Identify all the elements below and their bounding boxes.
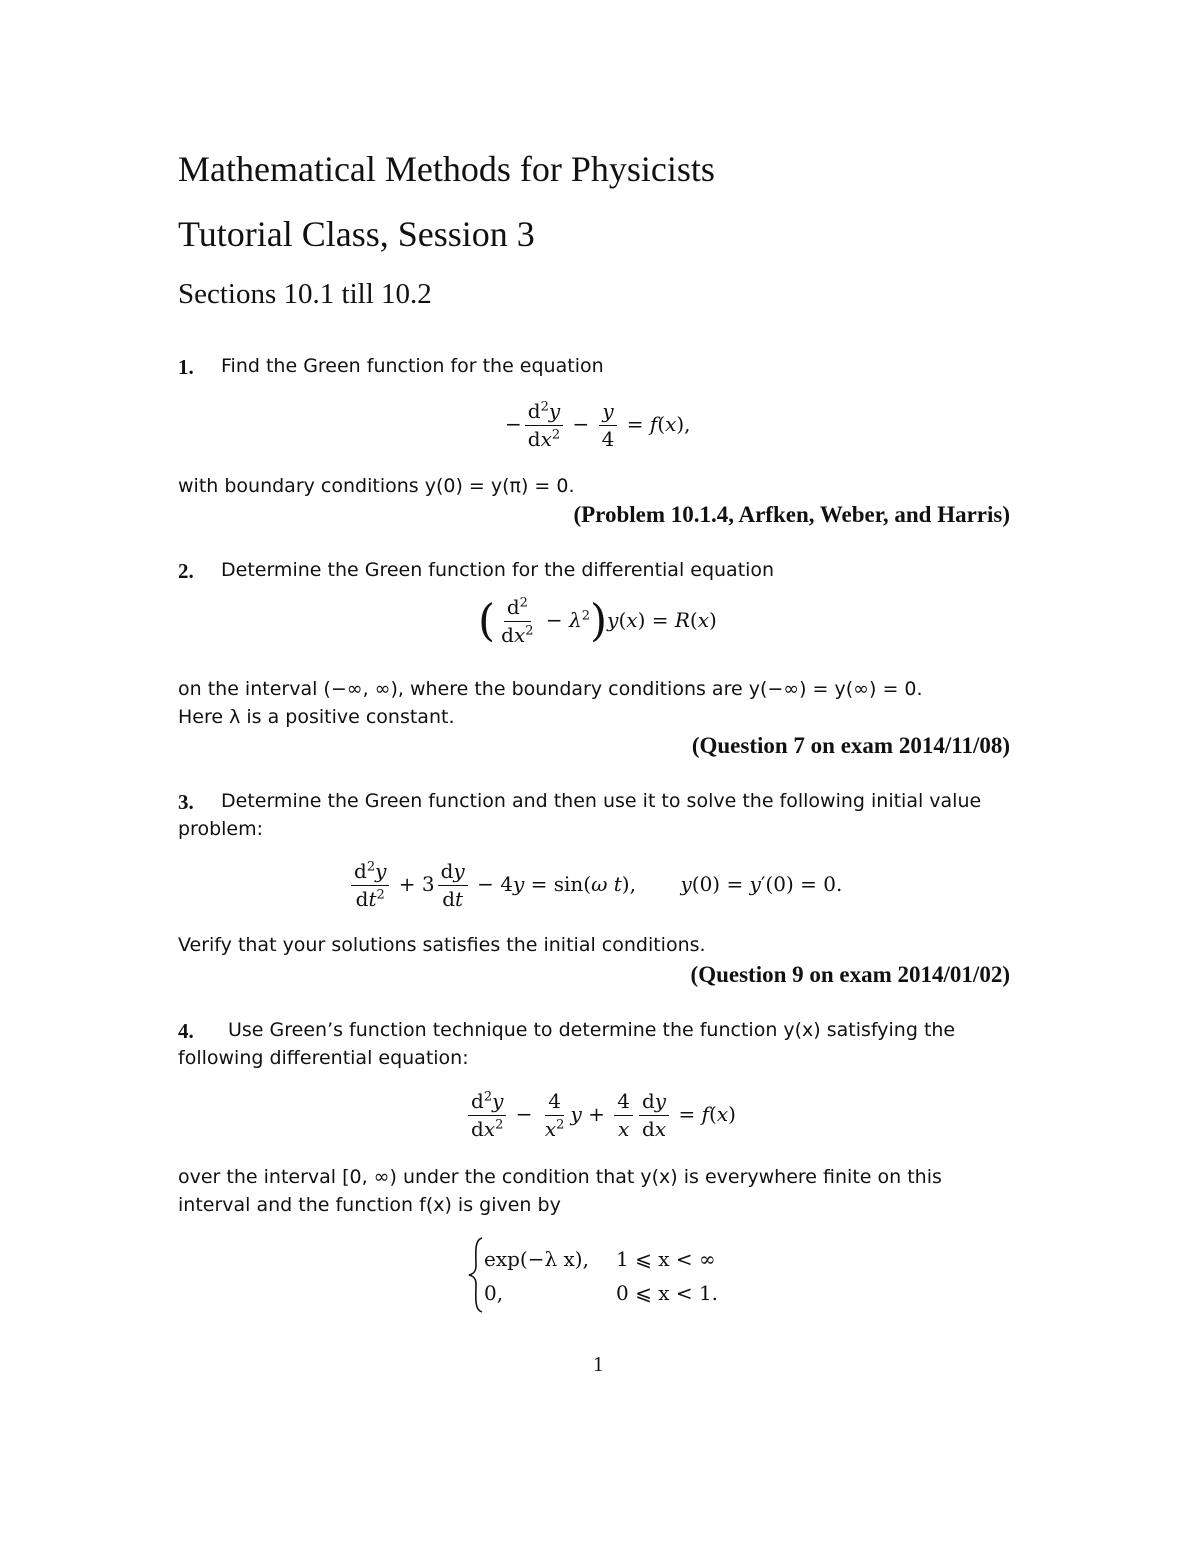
course-title: Mathematical Methods for Physicists (178, 149, 715, 189)
problem-2-after-line2: Here λ is a positive constant. (178, 706, 455, 728)
problem-3-statement-line1: Determine the Green function and then use it to solve the following initial value (221, 790, 982, 812)
problem-4-statement-line1: Use Green’s function technique to determine the function y(x) satisfying the (228, 1019, 956, 1041)
problem-4-statement-line2: following differential equation: (178, 1047, 469, 1069)
problem-3-after-text: Verify that your solutions satisfies the initial conditions. (178, 934, 706, 956)
sections-heading: Sections 10.1 till 10.2 (178, 278, 432, 310)
problem-2-statement: Determine the Green function for the differential equation (221, 559, 775, 581)
problem-1-source: (Problem 10.1.4, Arfken, Weber, and Harris) (573, 502, 1010, 527)
case-2-condition: 0 ⩽ x < 1. (616, 1281, 719, 1305)
problem-3-equation: $\frac{d^2y}{dt^2}$ + 3 $\frac{dy}{dt}$ − 4y = sin(ω t), y(0) = y′(0) = 0. (348, 860, 842, 911)
problem-4-after-line1: over the interval [0, ∞) under the condition that y(x) is everywhere finite on this (178, 1166, 942, 1188)
left-brace-icon (466, 1236, 486, 1314)
problem-4-number: 4. (178, 1019, 194, 1043)
problem-4-equation: $\frac{d^2y}{dx^2}$ − $\frac{4}{x^2}$ y + $\frac{4}{x}$ $\frac{dy}{dx}$ = f(x) (465, 1090, 736, 1141)
case-1-condition: 1 ⩽ x < ∞ (616, 1247, 716, 1271)
problem-4-after-line2: interval and the function f(x) is given by (178, 1194, 561, 1216)
piecewise-brace (466, 1236, 486, 1318)
session-title: Tutorial Class, Session 3 (178, 214, 535, 254)
problem-2-number: 2. (178, 559, 194, 583)
problem-1-equation: − $\frac{d^2y}{dx^2}$ − $\frac{y}{4}$ = f(x), (505, 399, 691, 451)
case-2-value: 0, (484, 1281, 504, 1305)
problem-2-source: (Question 7 on exam 2014/11/08) (691, 733, 1010, 758)
problem-2-equation: ( $\frac{d^2}{dx^2}$ − $\lambda^2)y(x) = R(x)$ (478, 595, 717, 647)
page-number: 1 (593, 1352, 604, 1376)
problem-3-number: 3. (178, 790, 194, 814)
problem-1-statement: Find the Green function for the equation (221, 355, 604, 377)
case-1-value: exp(−λ x), (484, 1247, 589, 1271)
problem-3-source: (Question 9 on exam 2014/01/02) (690, 962, 1010, 987)
problem-1-after-text: with boundary conditions y(0) = y(π) = 0. (178, 475, 575, 497)
problem-3-statement-line2: problem: (178, 818, 264, 840)
problem-1-number: 1. (178, 355, 194, 379)
problem-2-after-line1: on the interval (−∞, ∞), where the boundary conditions are y(−∞) = y(∞) = 0. (178, 678, 923, 700)
